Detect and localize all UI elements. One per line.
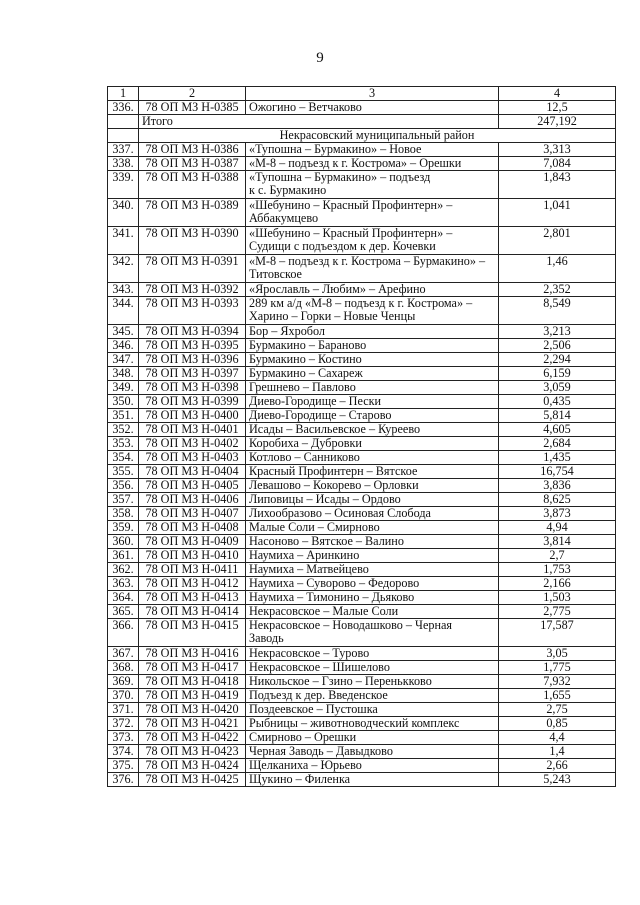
road-name xyxy=(246,717,499,731)
road-code: 78 ОП МЗ Н-0393 xyxy=(139,297,246,325)
road-code: 78 ОП МЗ Н-0408 xyxy=(139,521,246,535)
district-spacer xyxy=(108,129,139,143)
road-code: 78 ОП МЗ Н-0410 xyxy=(139,549,246,563)
road-name xyxy=(246,381,499,395)
road-length: 4,605 xyxy=(499,423,616,437)
road-name xyxy=(246,409,499,423)
road-name-line: Никольское – Гзино – Перенькково xyxy=(249,674,432,688)
road-name-line: Смирново – Орешки xyxy=(249,730,357,744)
table-row xyxy=(108,661,616,675)
row-number: 370. xyxy=(108,689,139,703)
road-name xyxy=(246,619,499,647)
table-row xyxy=(108,451,616,465)
road-code: 78 ОП МЗ Н-0392 xyxy=(139,283,246,297)
row-number: 344. xyxy=(108,297,139,325)
road-name xyxy=(246,675,499,689)
road-length: 1,753 xyxy=(499,563,616,577)
road-code: 78 ОП МЗ Н-0396 xyxy=(139,353,246,367)
road-code: 78 ОП МЗ Н-0420 xyxy=(139,703,246,717)
road-length: 4,4 xyxy=(499,731,616,745)
row-number: 368. xyxy=(108,661,139,675)
road-name-line: Некрасовское – Малые Соли xyxy=(249,604,399,618)
road-code: 78 ОП МЗ Н-0402 xyxy=(139,437,246,451)
road-name xyxy=(246,591,499,605)
row-number: 369. xyxy=(108,675,139,689)
table-row xyxy=(108,591,616,605)
road-length: 2,66 xyxy=(499,759,616,773)
row-number: 357. xyxy=(108,493,139,507)
road-name-line: «Шебунино – Красный Профинтерн» – xyxy=(249,198,453,212)
road-code: 78 ОП МЗ Н-0386 xyxy=(139,143,246,157)
table-row xyxy=(108,381,616,395)
row-number: 373. xyxy=(108,731,139,745)
road-code: 78 ОП МЗ Н-0414 xyxy=(139,605,246,619)
table-row xyxy=(108,423,616,437)
road-code: 78 ОП МЗ Н-0411 xyxy=(139,563,246,577)
table-row xyxy=(108,605,616,619)
road-name-line: Липовицы – Исады – Ордово xyxy=(249,492,401,506)
road-name xyxy=(246,647,499,661)
road-length: 7,932 xyxy=(499,675,616,689)
row-number: 341. xyxy=(108,227,139,255)
road-name xyxy=(246,171,499,199)
table-row xyxy=(108,367,616,381)
table-row xyxy=(108,493,616,507)
road-code: 78 ОП МЗ Н-0423 xyxy=(139,745,246,759)
road-name-line: Малые Соли – Смирново xyxy=(249,520,380,534)
road-name-line: Исады – Васильевское – Куреево xyxy=(249,422,421,436)
road-length: 3,059 xyxy=(499,381,616,395)
road-name-line: Лихообразово – Осиновая Слобода xyxy=(249,506,431,520)
road-code: 78 ОП МЗ Н-0390 xyxy=(139,227,246,255)
road-name-line: Бурмакино – Костино xyxy=(249,352,362,366)
table-row xyxy=(108,717,616,731)
road-name-line: Левашово – Кокорево – Орловки xyxy=(249,478,419,492)
road-name xyxy=(246,199,499,227)
road-name xyxy=(246,605,499,619)
road-name-line: Щукино – Филенка xyxy=(249,772,351,786)
road-code: 78 ОП МЗ Н-0406 xyxy=(139,493,246,507)
road-length: 2,775 xyxy=(499,605,616,619)
road-length: 8,625 xyxy=(499,493,616,507)
road-name xyxy=(246,731,499,745)
road-code: 78 ОП МЗ Н-0418 xyxy=(139,675,246,689)
road-name-line: Красный Профинтерн – Вятское xyxy=(249,464,418,478)
road-name-line: Харино – Горки – Новые Ченцы xyxy=(249,309,416,323)
road-length: 7,084 xyxy=(499,157,616,171)
road-code: 78 ОП МЗ Н-0385 xyxy=(139,101,246,115)
road-registry-table xyxy=(107,86,616,787)
road-name-line: Некрасовское – Шишелово xyxy=(249,660,390,674)
row-number: 350. xyxy=(108,395,139,409)
district-heading: Некрасовский муниципальный район xyxy=(139,129,616,143)
row-number: 345. xyxy=(108,325,139,339)
road-code: 78 ОП МЗ Н-0399 xyxy=(139,395,246,409)
table-row xyxy=(108,689,616,703)
total-row xyxy=(108,115,616,129)
row-number: 356. xyxy=(108,479,139,493)
road-length: 2,801 xyxy=(499,227,616,255)
road-code: 78 ОП МЗ Н-0391 xyxy=(139,255,246,283)
road-length: 5,814 xyxy=(499,409,616,423)
road-name xyxy=(246,143,499,157)
table-row xyxy=(108,731,616,745)
road-length: 1,435 xyxy=(499,451,616,465)
road-code: 78 ОП МЗ Н-0424 xyxy=(139,759,246,773)
road-code: 78 ОП МЗ Н-0401 xyxy=(139,423,246,437)
road-code: 78 ОП МЗ Н-0400 xyxy=(139,409,246,423)
road-code: 78 ОП МЗ Н-0425 xyxy=(139,773,246,787)
column-header-name: 3 xyxy=(246,87,499,101)
table-row xyxy=(108,353,616,367)
row-number: 338. xyxy=(108,157,139,171)
road-length: 4,94 xyxy=(499,521,616,535)
district-row xyxy=(108,129,616,143)
road-name-line: Грешнево – Павлово xyxy=(249,380,356,394)
road-name-line: Бурмакино – Сахареж xyxy=(249,366,363,380)
table-row xyxy=(108,465,616,479)
row-number: 375. xyxy=(108,759,139,773)
road-name-line: Наумиха – Тимонино – Дьяково xyxy=(249,590,415,604)
road-length: 0,85 xyxy=(499,717,616,731)
road-name-line: Наумиха – Аринкино xyxy=(249,548,360,562)
road-length: 3,873 xyxy=(499,507,616,521)
table-row xyxy=(108,521,616,535)
row-number: 364. xyxy=(108,591,139,605)
row-number: 340. xyxy=(108,199,139,227)
road-length: 2,166 xyxy=(499,577,616,591)
road-code: 78 ОП МЗ Н-0419 xyxy=(139,689,246,703)
road-length: 1,655 xyxy=(499,689,616,703)
road-length: 1,46 xyxy=(499,255,616,283)
table-row xyxy=(108,409,616,423)
road-name-line: «М-8 – подъезд к г. Кострома – Бурмакино» – xyxy=(249,254,486,268)
table-row xyxy=(108,507,616,521)
table-row xyxy=(108,255,616,283)
road-name xyxy=(246,353,499,367)
row-number: 366. xyxy=(108,619,139,647)
road-length: 16,754 xyxy=(499,465,616,479)
total-label: Итого xyxy=(139,115,499,129)
road-name xyxy=(246,297,499,325)
road-name xyxy=(246,759,499,773)
table-row xyxy=(108,675,616,689)
row-number: 358. xyxy=(108,507,139,521)
road-code: 78 ОП МЗ Н-0422 xyxy=(139,731,246,745)
road-name-line: «Тупошна – Бурмакино» – подъезд xyxy=(249,170,431,184)
row-number: 352. xyxy=(108,423,139,437)
road-length: 1,843 xyxy=(499,171,616,199)
road-length: 8,549 xyxy=(499,297,616,325)
road-name-line: Черная Заводь – Давыдково xyxy=(249,744,393,758)
road-name-line: Некрасовское – Новодашково – Черная xyxy=(249,618,452,632)
road-name xyxy=(246,549,499,563)
table-row xyxy=(108,101,616,115)
table-row xyxy=(108,283,616,297)
column-header-length: 4 xyxy=(499,87,616,101)
row-number: 365. xyxy=(108,605,139,619)
table-row xyxy=(108,479,616,493)
road-length: 3,213 xyxy=(499,325,616,339)
road-name-line: Диево-Городище – Пески xyxy=(249,394,382,408)
table-row xyxy=(108,297,616,325)
total-value: 247,192 xyxy=(499,115,616,129)
road-name-line: Котлово – Санниково xyxy=(249,450,360,464)
road-name xyxy=(246,367,499,381)
road-length: 1,4 xyxy=(499,745,616,759)
road-name-line: Насоново – Вятское – Валино xyxy=(249,534,404,548)
table-row xyxy=(108,227,616,255)
road-length: 3,814 xyxy=(499,535,616,549)
road-code: 78 ОП МЗ Н-0398 xyxy=(139,381,246,395)
road-name xyxy=(246,577,499,591)
table-row xyxy=(108,745,616,759)
road-code: 78 ОП МЗ Н-0409 xyxy=(139,535,246,549)
road-length: 1,041 xyxy=(499,199,616,227)
road-code: 78 ОП МЗ Н-0394 xyxy=(139,325,246,339)
road-name xyxy=(246,451,499,465)
table-body xyxy=(108,101,616,787)
row-number: 353. xyxy=(108,437,139,451)
row-number: 346. xyxy=(108,339,139,353)
table-row xyxy=(108,549,616,563)
road-name-line: Поздеевское – Пустошка xyxy=(249,702,378,716)
table-row xyxy=(108,703,616,717)
road-code: 78 ОП МЗ Н-0415 xyxy=(139,619,246,647)
table-row xyxy=(108,171,616,199)
road-name xyxy=(246,493,499,507)
table-row xyxy=(108,325,616,339)
road-name-line: к с. Бурмакино xyxy=(249,183,327,197)
road-code: 78 ОП МЗ Н-0421 xyxy=(139,717,246,731)
row-number: 337. xyxy=(108,143,139,157)
table-row xyxy=(108,535,616,549)
row-number: 354. xyxy=(108,451,139,465)
road-name-line: Титовское xyxy=(249,267,302,281)
row-number: 367. xyxy=(108,647,139,661)
road-name-line: Коробиха – Дубровки xyxy=(249,436,362,450)
road-length: 1,503 xyxy=(499,591,616,605)
road-name xyxy=(246,283,499,297)
road-length: 2,506 xyxy=(499,339,616,353)
road-name xyxy=(246,521,499,535)
road-name xyxy=(246,745,499,759)
road-name xyxy=(246,423,499,437)
road-name xyxy=(246,661,499,675)
road-length: 3,313 xyxy=(499,143,616,157)
road-code: 78 ОП МЗ Н-0405 xyxy=(139,479,246,493)
row-number: 362. xyxy=(108,563,139,577)
road-length: 2,684 xyxy=(499,437,616,451)
row-number: 339. xyxy=(108,171,139,199)
road-length: 2,7 xyxy=(499,549,616,563)
road-length: 12,5 xyxy=(499,101,616,115)
road-name-line: «Шебунино – Красный Профинтерн» – xyxy=(249,226,453,240)
table-row xyxy=(108,143,616,157)
road-length: 3,05 xyxy=(499,647,616,661)
page-number: 9 xyxy=(316,50,324,66)
road-name-line: «Тупошна – Бурмакино» – Новое xyxy=(249,142,422,156)
road-name xyxy=(246,507,499,521)
row-number: 376. xyxy=(108,773,139,787)
row-number: 342. xyxy=(108,255,139,283)
road-code: 78 ОП МЗ Н-0397 xyxy=(139,367,246,381)
table-row xyxy=(108,759,616,773)
road-name-line: 289 км а/д «М-8 – подъезд к г. Кострома» – xyxy=(249,296,473,310)
road-length: 1,775 xyxy=(499,661,616,675)
road-length: 2,75 xyxy=(499,703,616,717)
road-name xyxy=(246,157,499,171)
row-number: 361. xyxy=(108,549,139,563)
table-row xyxy=(108,619,616,647)
road-name-line: Наумиха – Матвейцево xyxy=(249,562,369,576)
road-length: 17,587 xyxy=(499,619,616,647)
road-name xyxy=(246,773,499,787)
road-name-line: Бор – Яхробол xyxy=(249,324,325,338)
road-code: 78 ОП МЗ Н-0395 xyxy=(139,339,246,353)
road-name xyxy=(246,339,499,353)
road-name xyxy=(246,535,499,549)
row-number: 363. xyxy=(108,577,139,591)
road-name xyxy=(246,227,499,255)
table-row xyxy=(108,563,616,577)
road-length: 0,435 xyxy=(499,395,616,409)
row-number: 336. xyxy=(108,101,139,115)
table-row xyxy=(108,339,616,353)
road-length: 5,243 xyxy=(499,773,616,787)
road-name-line: «Ярославль – Любим» – Арефино xyxy=(249,282,426,296)
road-name-line: Диево-Городище – Старово xyxy=(249,408,392,422)
road-code: 78 ОП МЗ Н-0388 xyxy=(139,171,246,199)
row-number: 359. xyxy=(108,521,139,535)
road-name-line: Наумиха – Суворово – Федорово xyxy=(249,576,420,590)
row-number: 374. xyxy=(108,745,139,759)
road-code: 78 ОП МЗ Н-0412 xyxy=(139,577,246,591)
row-number: 351. xyxy=(108,409,139,423)
road-code: 78 ОП МЗ Н-0403 xyxy=(139,451,246,465)
road-name-line: Некрасовское – Турово xyxy=(249,646,370,660)
road-name xyxy=(246,255,499,283)
row-number: 349. xyxy=(108,381,139,395)
row-number: 372. xyxy=(108,717,139,731)
row-number: 371. xyxy=(108,703,139,717)
row-number: 355. xyxy=(108,465,139,479)
road-name xyxy=(246,703,499,717)
road-name-line: Рыбницы – животноводческий комплекс xyxy=(249,716,460,730)
road-name-line: Подъезд к дер. Введенское xyxy=(249,688,388,702)
total-spacer xyxy=(108,115,139,129)
table-row xyxy=(108,437,616,451)
road-name xyxy=(246,101,499,115)
road-name xyxy=(246,395,499,409)
road-code: 78 ОП МЗ Н-0416 xyxy=(139,647,246,661)
road-name-line: Бурмакино – Бараново xyxy=(249,338,367,352)
column-header-code: 2 xyxy=(139,87,246,101)
table-row xyxy=(108,157,616,171)
road-code: 78 ОП МЗ Н-0417 xyxy=(139,661,246,675)
road-code: 78 ОП МЗ Н-0387 xyxy=(139,157,246,171)
row-number: 348. xyxy=(108,367,139,381)
table-row xyxy=(108,395,616,409)
road-name-line: Судищи с подъездом к дер. Кочевки xyxy=(249,239,436,253)
road-name xyxy=(246,563,499,577)
table-row xyxy=(108,647,616,661)
road-length: 2,294 xyxy=(499,353,616,367)
road-name xyxy=(246,325,499,339)
road-code: 78 ОП МЗ Н-0389 xyxy=(139,199,246,227)
road-name-line: Ожогино – Ветчаково xyxy=(249,100,362,114)
road-name-line: «М-8 – подъезд к г. Кострома» – Орешки xyxy=(249,156,462,170)
road-code: 78 ОП МЗ Н-0413 xyxy=(139,591,246,605)
road-name xyxy=(246,479,499,493)
table-row xyxy=(108,577,616,591)
column-header-number: 1 xyxy=(108,87,139,101)
row-number: 360. xyxy=(108,535,139,549)
row-number: 343. xyxy=(108,283,139,297)
road-length: 3,836 xyxy=(499,479,616,493)
road-length: 2,352 xyxy=(499,283,616,297)
road-length: 6,159 xyxy=(499,367,616,381)
road-name-line: Щелканиха – Юрьево xyxy=(249,758,362,772)
road-name xyxy=(246,437,499,451)
road-name xyxy=(246,465,499,479)
road-code: 78 ОП МЗ Н-0407 xyxy=(139,507,246,521)
table-header-row xyxy=(108,87,616,101)
row-number: 347. xyxy=(108,353,139,367)
road-code: 78 ОП МЗ Н-0404 xyxy=(139,465,246,479)
road-name-line: Заводь xyxy=(249,631,284,645)
road-name xyxy=(246,689,499,703)
table-row xyxy=(108,773,616,787)
road-name-line: Аббакумцево xyxy=(249,211,319,225)
table-row xyxy=(108,199,616,227)
